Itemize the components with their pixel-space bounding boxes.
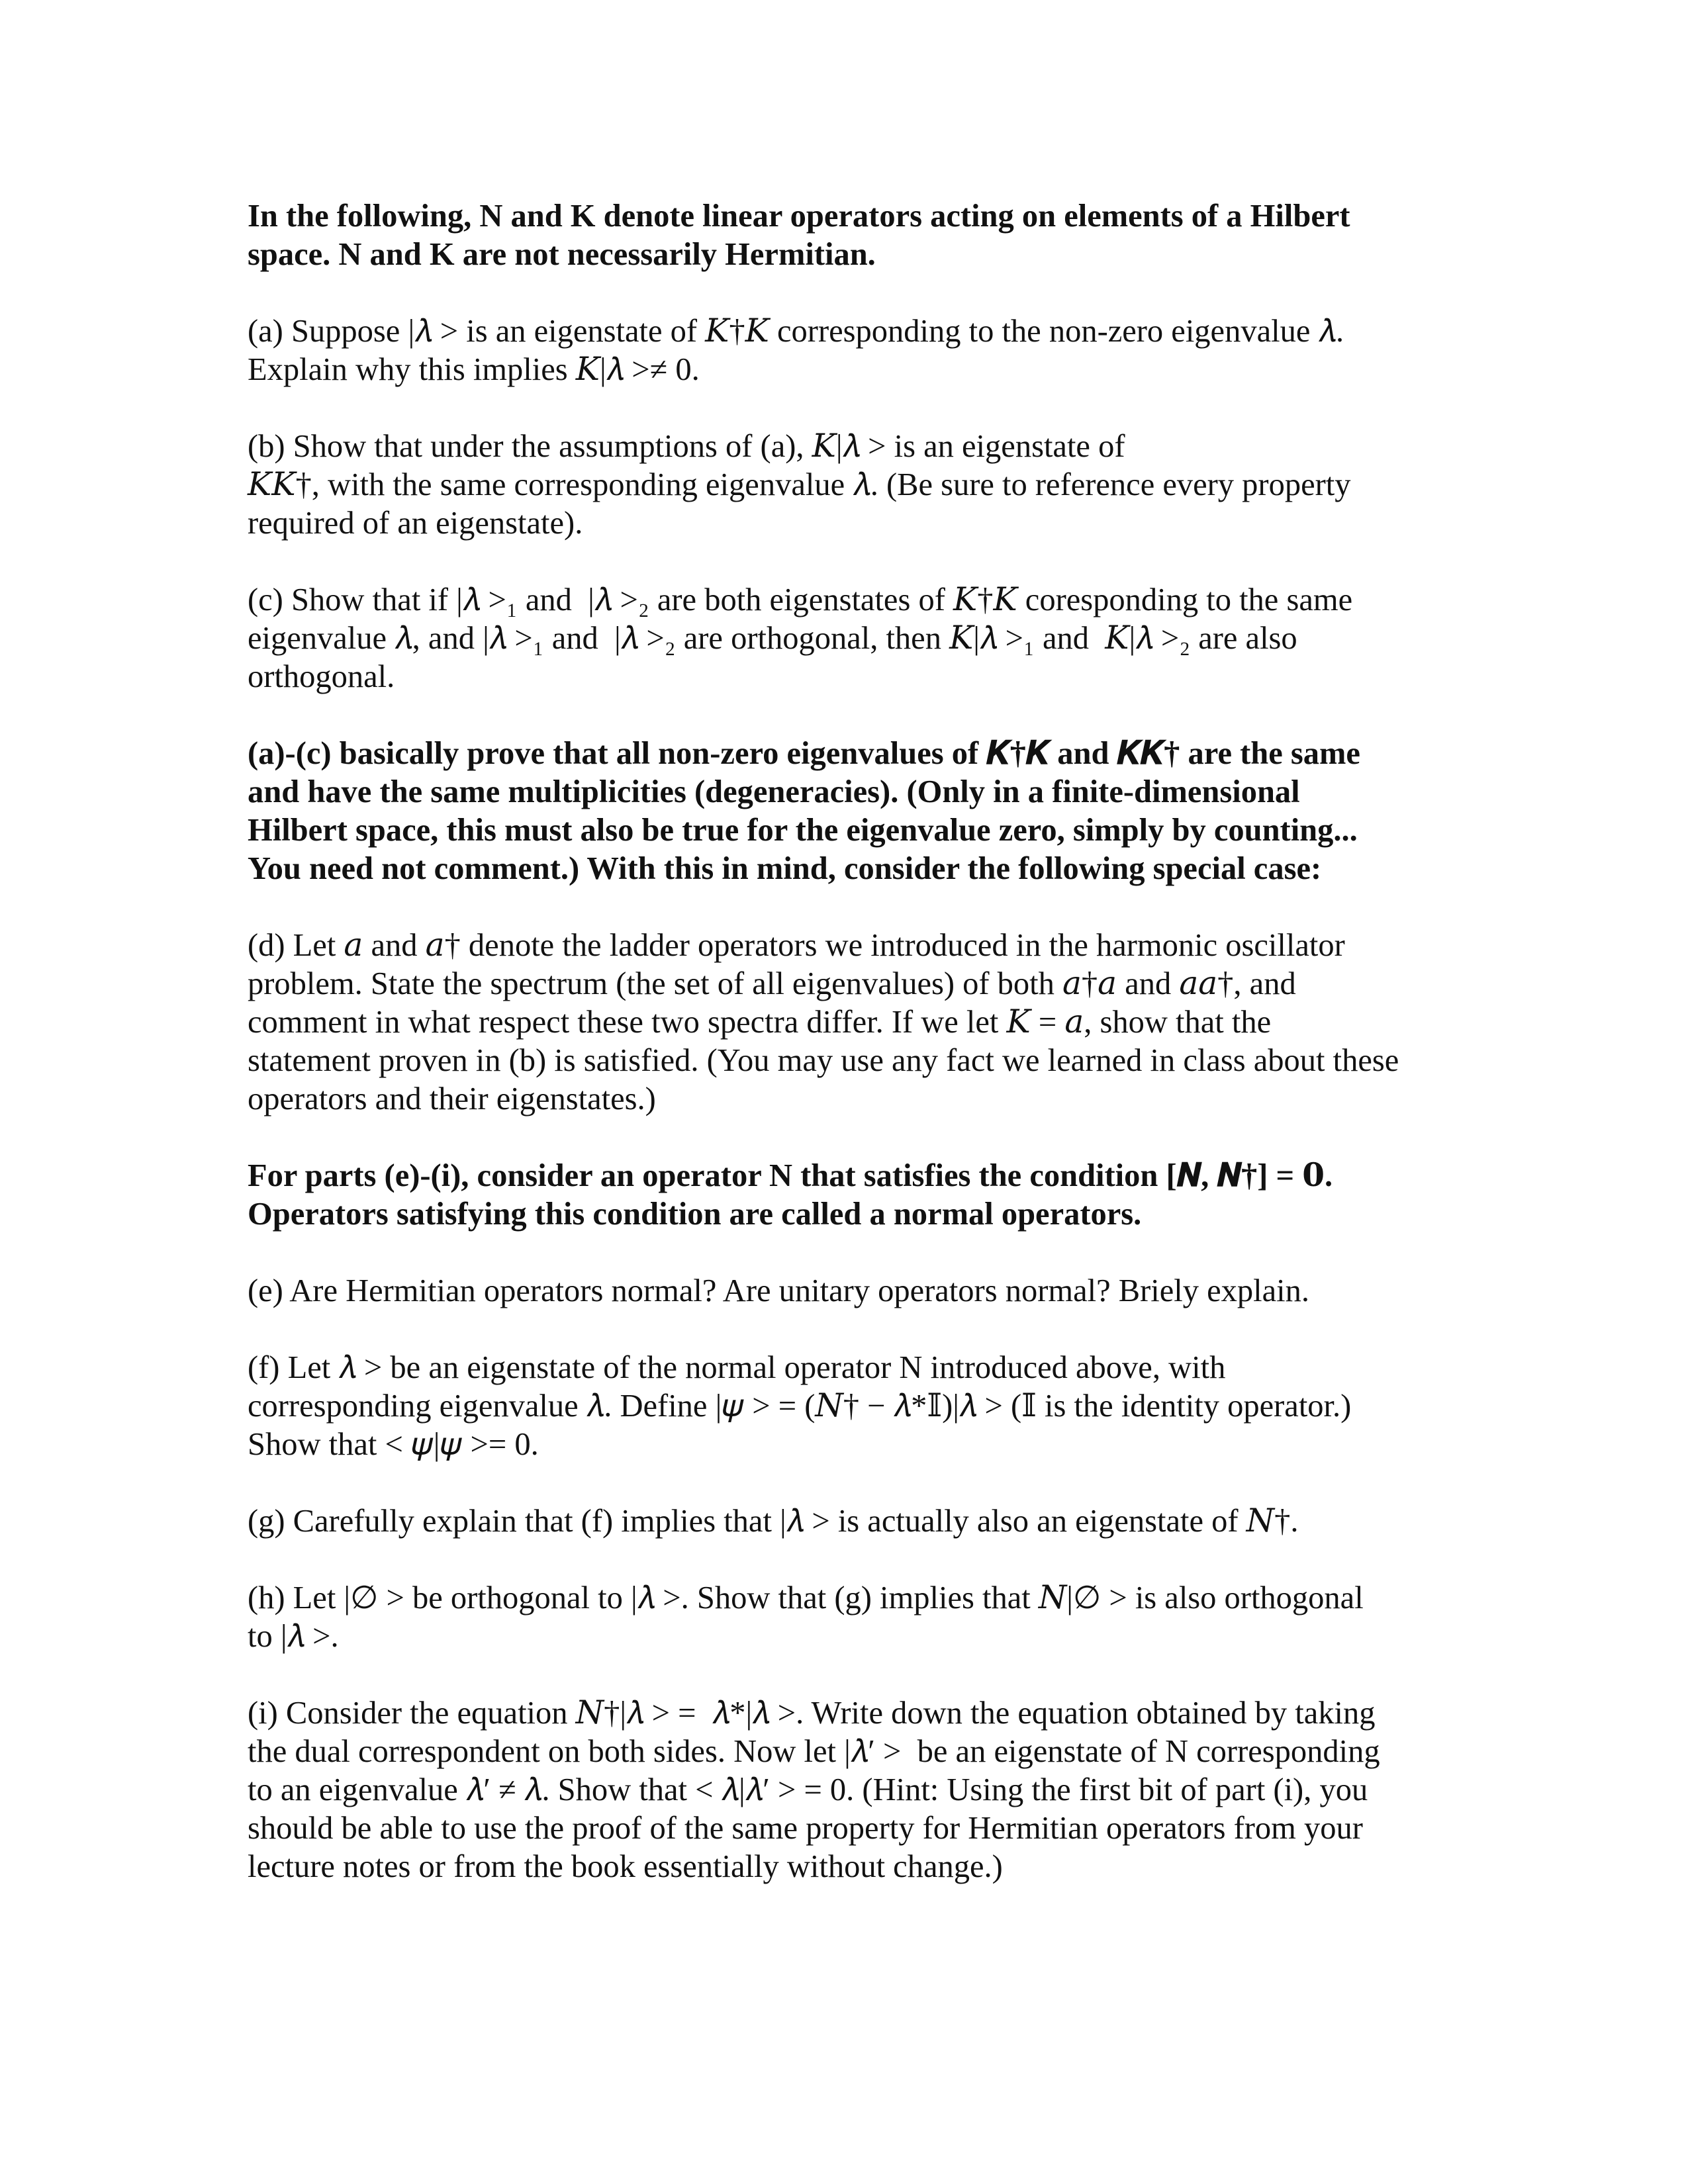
- paragraph-part-c: [248, 581, 1452, 696]
- text-line: Hilbert space, this must also be true for the eigenvalue zero, simply by counting...: [248, 813, 1358, 848]
- text-line: required of an eigenstate).: [248, 506, 583, 541]
- paragraph-part-e: [248, 1272, 1452, 1310]
- text-line: (c) Show that if |𝜆 >₁ and |𝜆 >₂ are both eigenstates of 𝐾†𝐾 coresponding to the same: [248, 582, 1353, 617]
- text-line: (f) Let 𝜆 > be an eigenstate of the normal operator N introduced above, with: [248, 1350, 1226, 1385]
- text-line: to an eigenvalue 𝜆′ ≠ 𝜆. Show that < 𝜆|𝜆′ > = 0. (Hint: Using the first bit of part (i), you: [248, 1772, 1368, 1807]
- paragraph-part-g: [248, 1502, 1452, 1541]
- text-line: operators and their eigenstates.): [248, 1081, 656, 1116]
- text-line: (h) Let |∅ > be orthogonal to |𝜆 >. Show that (g) implies that 𝑁|∅ > is also orthogonal: [248, 1580, 1364, 1615]
- text-line: and have the same multiplicities (degeneracies). (Only in a finite-dimensional: [248, 774, 1300, 809]
- text-line: (g) Carefully explain that (f) implies that |𝜆 > is actually also an eigenstate of 𝑁†.: [248, 1504, 1299, 1539]
- paragraph-summary-ac: [248, 735, 1452, 888]
- text-line: (d) Let 𝑎 and 𝑎† denote the ladder operators we introduced in the harmonic oscillator: [248, 928, 1345, 963]
- paragraph-part-b: [248, 428, 1452, 543]
- text-line: orthogonal.: [248, 659, 395, 694]
- text-line: In the following, N and K denote linear operators acting on elements of a Hilbert: [248, 199, 1350, 234]
- paragraph-part-f: [248, 1349, 1452, 1464]
- text-line: lecture notes or from the book essentially without change.): [248, 1849, 1003, 1884]
- text-line: corresponding eigenvalue 𝜆. Define |𝜓 > = (𝑁† − 𝜆*𝕀)|𝜆 > (𝕀 is the identity operator.): [248, 1388, 1352, 1424]
- paragraph-part-a: [248, 312, 1452, 389]
- text-line: (i) Consider the equation 𝑁†|𝜆 > = 𝜆*|𝜆 >. Write down the equation obtained by taking: [248, 1696, 1376, 1731]
- text-line: space. N and K are not necessarily Hermitian.: [248, 237, 876, 272]
- text-line: (b) Show that under the assumptions of (a), 𝐾|𝜆 > is an eigenstate of: [248, 429, 1125, 464]
- text-line: 𝐾𝐾†, with the same corresponding eigenvalue 𝜆. (Be sure to reference every property: [248, 467, 1351, 502]
- text-line: (e) Are Hermitian operators normal? Are unitary operators normal? Briely explain.: [248, 1273, 1309, 1308]
- text-line: statement proven in (b) is satisfied. (You may use any fact we learned in class about these: [248, 1043, 1399, 1078]
- text-line: should be able to use the proof of the same property for Hermitian operators from your: [248, 1811, 1363, 1846]
- text-line: Explain why this implies 𝐾|𝜆 >≠ 0.: [248, 352, 700, 387]
- paragraph-normal-definition: [248, 1157, 1452, 1234]
- text-line: Show that < 𝜓|𝜓 >= 0.: [248, 1427, 539, 1462]
- paragraph-part-i: [248, 1694, 1452, 1886]
- document-page: [248, 197, 1452, 1925]
- paragraph-part-d: [248, 927, 1452, 1118]
- text-line: to |𝜆 >.: [248, 1619, 339, 1654]
- text-line: problem. State the spectrum (the set of all eigenvalues) of both 𝑎†𝑎 and 𝑎𝑎†, and: [248, 966, 1296, 1001]
- paragraph-intro: [248, 197, 1452, 274]
- text-line: eigenvalue 𝜆, and |𝜆 >₁ and |𝜆 >₂ are orthogonal, then 𝐾|𝜆 >₁ and 𝐾|𝜆 >₂ are also: [248, 621, 1297, 656]
- text-line: For parts (e)-(i), consider an operator N that satisfies the condition [𝑵, 𝑵†] = 𝟎.: [248, 1158, 1333, 1193]
- text-line: (a) Suppose |𝜆 > is an eigenstate of 𝐾†𝐾 corresponding to the non-zero eigenvalue 𝜆.: [248, 314, 1344, 349]
- text-line: (a)-(c) basically prove that all non-zero eigenvalues of 𝑲†𝑲 and 𝑲𝑲† are the same: [248, 736, 1360, 771]
- text-line: Operators satisfying this condition are called a normal operators.: [248, 1197, 1142, 1232]
- text-line: the dual correspondent on both sides. Now let |𝜆′ > be an eigenstate of N corresponding: [248, 1734, 1380, 1769]
- paragraph-part-h: [248, 1579, 1452, 1656]
- text-line: You need not comment.) With this in mind, consider the following special case:: [248, 851, 1322, 886]
- text-line: comment in what respect these two spectra differ. If we let 𝐾 = 𝑎, show that the: [248, 1005, 1272, 1040]
